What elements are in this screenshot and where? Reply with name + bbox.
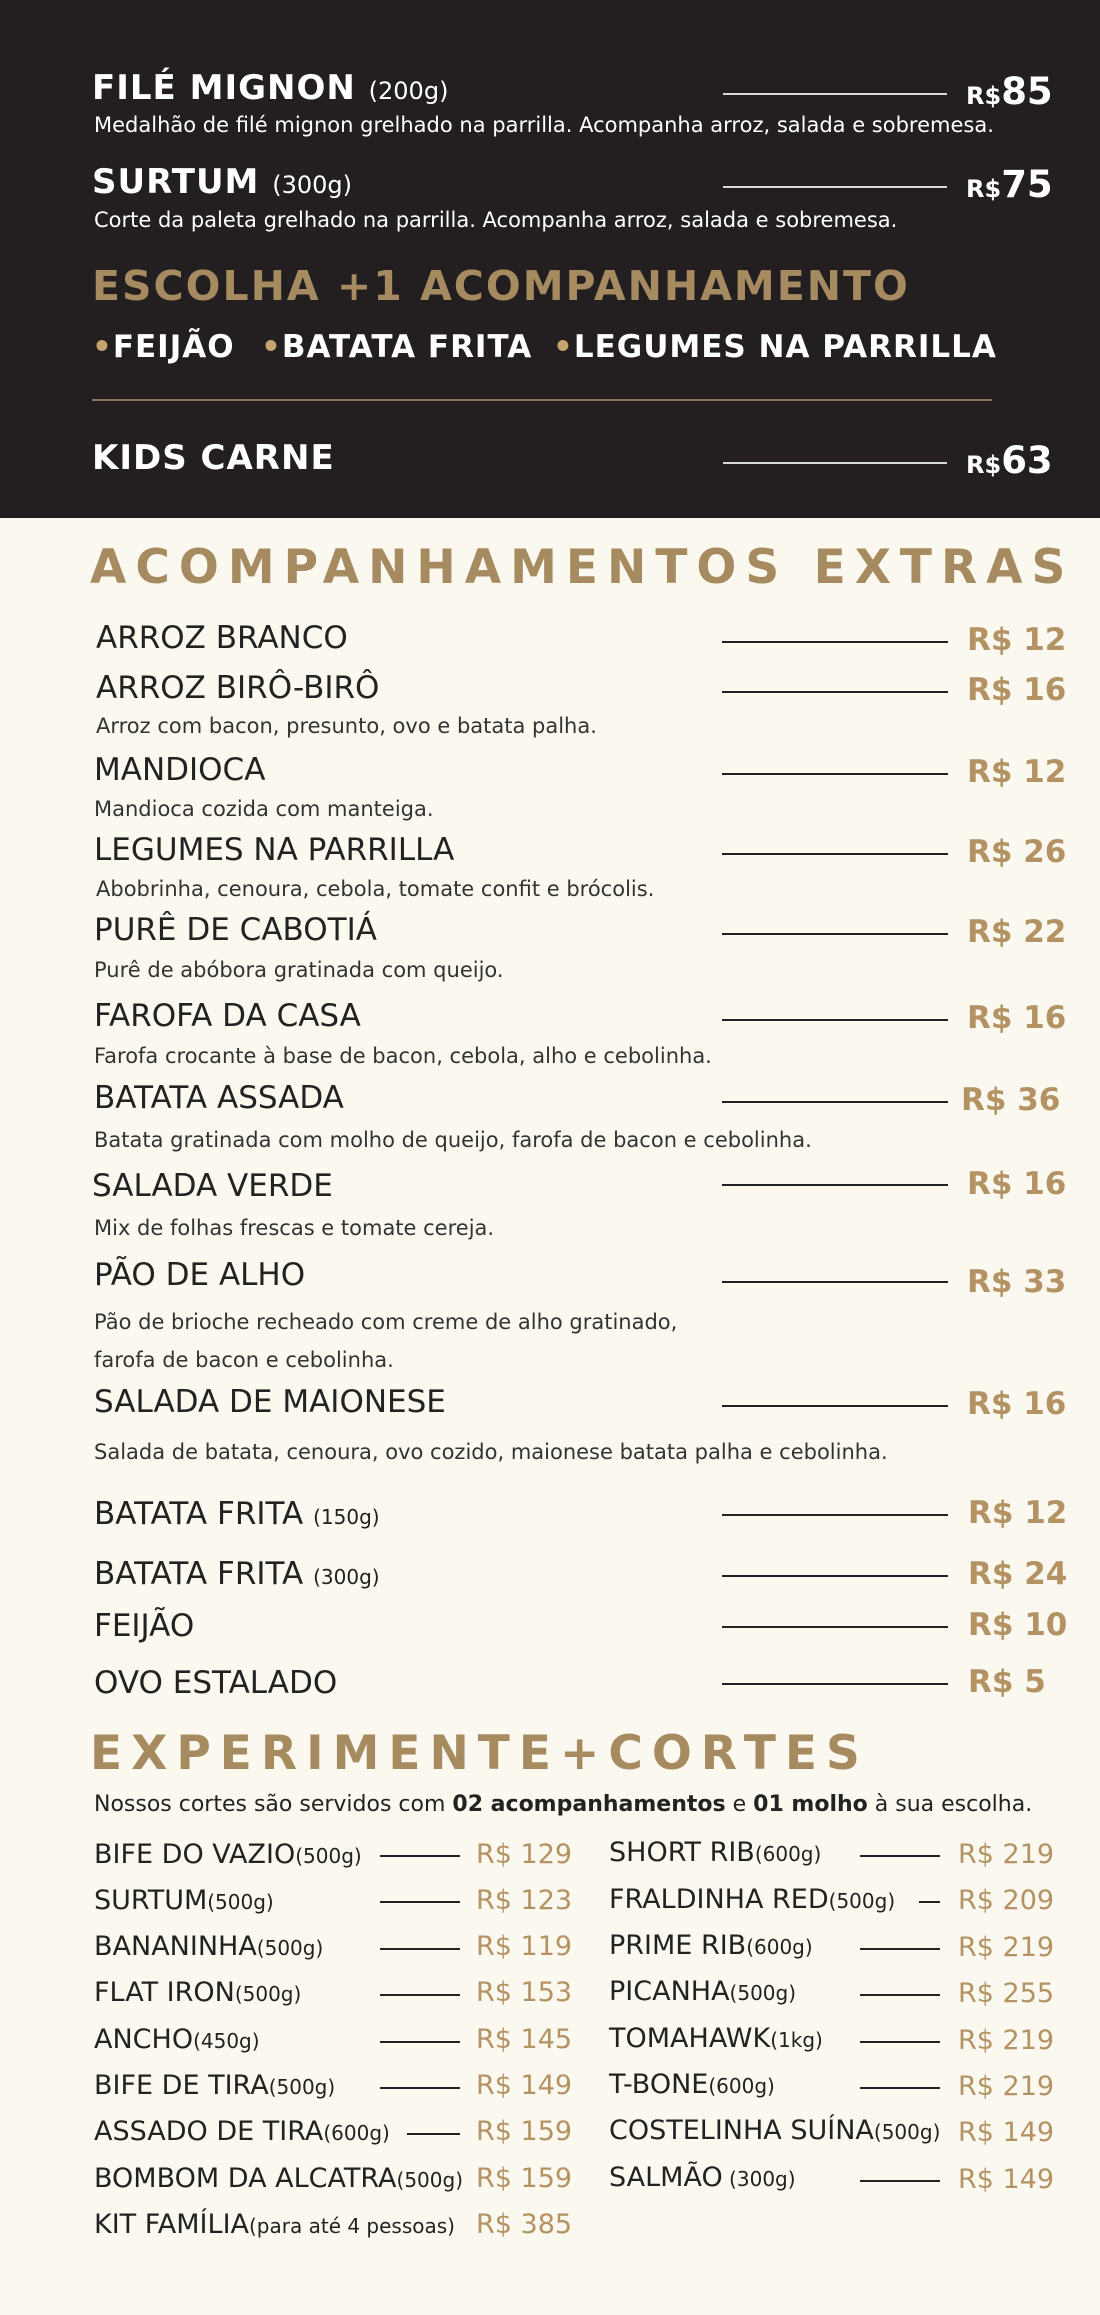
price-leader-line	[407, 2133, 460, 2135]
side-option: •BATATA FRITA	[261, 329, 533, 365]
cut-weight: (500g)	[207, 1890, 274, 1914]
cut-weight: (500g)	[295, 1844, 362, 1868]
cut-price: R$ 153	[476, 1977, 573, 2008]
price-leader-line	[723, 93, 947, 95]
extra-item-price: R$ 5	[968, 1664, 1046, 1700]
price-leader-line	[722, 1281, 948, 1283]
dish-price: R$75	[966, 163, 1053, 206]
extra-item-price: R$ 22	[967, 914, 1067, 950]
dish-name: FILÉ MIGNON (200g)	[92, 68, 449, 108]
cut-price: R$ 219	[958, 1932, 1055, 1963]
price-leader-line	[722, 933, 948, 935]
dish-description: Medalhão de filé mignon grelhado na parrilla. Acompanha arroz, salada e sobremesa.	[94, 113, 994, 137]
cut-price: R$ 119	[476, 1931, 573, 1962]
cut-name: FRALDINHA RED(500g)	[609, 1884, 896, 1915]
cut-weight: (600g)	[754, 1842, 822, 1866]
cut-name: PICANHA(500g)	[609, 1976, 797, 2007]
extra-item-description: Pão de brioche recheado com creme de alho gratinado,	[94, 1310, 678, 1334]
extra-item-weight: (150g)	[313, 1505, 380, 1529]
cut-name: PRIME RIB(600g)	[609, 1930, 813, 1961]
price-leader-line	[722, 1683, 948, 1685]
extra-item-name: LEGUMES NA PARRILLA	[94, 832, 455, 868]
price-leader-line	[380, 2041, 460, 2043]
extra-item-name: BATATA FRITA (150g)	[94, 1496, 380, 1532]
cut-name: KIT FAMÍLIA(para até 4 pessoas)	[94, 2209, 455, 2240]
extra-item-name: SALADA VERDE	[92, 1168, 333, 1204]
cut-weight: (500g)	[729, 1981, 797, 2005]
extra-item-name: MANDIOCA	[94, 752, 266, 788]
cut-price: R$ 159	[476, 2163, 573, 2194]
extra-item-name: ARROZ BIRÔ-BIRÔ	[96, 670, 380, 706]
cut-name: BIFE DO VAZIO(500g)	[94, 1839, 362, 1870]
extra-item-name: BATATA FRITA (300g)	[94, 1556, 380, 1592]
price-leader-line	[722, 1019, 948, 1021]
main-dishes-section	[0, 0, 1100, 518]
cut-weight: (300g)	[722, 2167, 796, 2191]
price-leader-line	[380, 1901, 460, 1903]
cut-weight: (500g)	[268, 2075, 336, 2099]
extra-item-price: R$ 10	[968, 1607, 1068, 1643]
extra-item-name: FEIJÃO	[94, 1608, 195, 1644]
cut-price: R$ 219	[958, 2071, 1055, 2102]
extra-item-name: PÃO DE ALHO	[94, 1257, 306, 1293]
extra-item-name: ARROZ BRANCO	[96, 620, 348, 656]
extra-item-price: R$ 16	[967, 1166, 1067, 1202]
cut-name: T-BONE(600g)	[609, 2069, 775, 2100]
extra-item-description: Salada de batata, cenoura, ovo cozido, maionese batata palha e cebolinha.	[94, 1440, 888, 1464]
extra-item-price: R$ 12	[968, 1495, 1068, 1531]
price-leader-line	[722, 1626, 948, 1628]
extra-item-price: R$ 24	[968, 1556, 1068, 1592]
cut-weight: (1kg)	[770, 2028, 823, 2052]
cut-name: ANCHO(450g)	[94, 2024, 260, 2055]
section-divider	[92, 399, 992, 401]
extra-item-description: Purê de abóbora gratinada com queijo.	[94, 958, 504, 982]
dish-weight: (200g)	[368, 77, 449, 105]
extra-item-price: R$ 33	[967, 1264, 1067, 1300]
cuts-title: EXPERIMENTE+CORTES	[90, 1726, 869, 1781]
cut-price: R$ 149	[958, 2164, 1055, 2195]
extra-item-description: Mandioca cozida com manteiga.	[94, 797, 434, 821]
side-option: •LEGUMES NA PARRILLA	[553, 329, 997, 365]
price-leader-line	[722, 641, 948, 643]
extras-title: ACOMPANHAMENTOS EXTRAS	[90, 540, 1075, 595]
cut-weight: (500g)	[396, 2168, 463, 2192]
extra-item-price: R$ 26	[967, 834, 1067, 870]
cut-price: R$ 385	[476, 2209, 573, 2240]
dish-price: R$85	[966, 70, 1053, 113]
cut-name: ASSADO DE TIRA(600g)	[94, 2116, 390, 2147]
cut-price: R$ 159	[476, 2116, 573, 2147]
extra-item-weight: (300g)	[313, 1565, 380, 1589]
extra-item-price: R$ 36	[961, 1082, 1061, 1118]
price-leader-line	[722, 1514, 948, 1516]
cut-weight: (600g)	[708, 2074, 775, 2098]
price-leader-line	[860, 2087, 940, 2089]
extra-item-price: R$ 12	[967, 754, 1067, 790]
cut-weight: (600g)	[323, 2121, 390, 2145]
extra-item-description: Arroz com bacon, presunto, ovo e batata palha.	[96, 714, 597, 738]
price-leader-line	[919, 1901, 940, 1903]
extra-item-price: R$ 16	[967, 672, 1067, 708]
price-leader-line	[723, 462, 947, 464]
extra-item-description: Farofa crocante à base de bacon, cebola, alho e cebolinha.	[94, 1044, 712, 1068]
cut-price: R$ 145	[476, 2024, 573, 2055]
extra-item-name: PURÊ DE CABOTIÁ	[94, 912, 377, 948]
cut-weight: (500g)	[256, 1936, 324, 1960]
cut-price: R$ 123	[476, 1885, 573, 1916]
dish-description: Corte da paleta grelhado na parrilla. Acompanha arroz, salada e sobremesa.	[94, 208, 898, 232]
cut-weight: (para até 4 pessoas)	[249, 2214, 455, 2238]
dish-weight: (300g)	[272, 171, 353, 199]
price-leader-line	[860, 1948, 940, 1950]
extra-item-name: OVO ESTALADO	[94, 1665, 338, 1701]
choose-side-title: ESCOLHA +1 ACOMPANHAMENTO	[92, 262, 910, 310]
cut-name: SHORT RIB(600g)	[609, 1837, 822, 1868]
extra-item-name: BATATA ASSADA	[94, 1080, 344, 1116]
price-leader-line	[723, 186, 947, 188]
cut-price: R$ 219	[958, 1839, 1055, 1870]
price-leader-line	[860, 2180, 940, 2182]
extra-item-description: Abobrinha, cenoura, cebola, tomate confit e brócolis.	[96, 877, 655, 901]
price-leader-line	[380, 1994, 460, 1996]
price-leader-line	[380, 1948, 460, 1950]
cut-name: FLAT IRON(500g)	[94, 1977, 302, 2008]
cut-name: BIFE DE TIRA(500g)	[94, 2070, 336, 2101]
cut-name: BOMBOM DA ALCATRA(500g)	[94, 2163, 463, 2194]
price-leader-line	[722, 1184, 948, 1186]
cut-name: SURTUM(500g)	[94, 1885, 274, 1916]
cut-name: BANANINHA(500g)	[94, 1931, 324, 1962]
cut-weight: (500g)	[234, 1982, 302, 2006]
cuts-intro: Nossos cortes são servidos com 02 acompanhamentos e 01 molho à sua escolha.	[94, 1792, 1033, 1817]
price-leader-line	[860, 1994, 940, 1996]
cut-name: COSTELINHA SUÍNA(500g)	[609, 2115, 941, 2146]
price-leader-line	[722, 853, 948, 855]
price-leader-line	[722, 1405, 948, 1407]
cut-weight: (500g)	[873, 2120, 941, 2144]
cut-price: R$ 255	[958, 1978, 1055, 2009]
extra-item-name: FAROFA DA CASA	[94, 998, 361, 1034]
cut-weight: (600g)	[746, 1935, 813, 1959]
price-leader-line	[722, 773, 948, 775]
cut-weight: (500g)	[828, 1889, 896, 1913]
price-leader-line	[860, 2041, 940, 2043]
cut-price: R$ 209	[958, 1885, 1055, 1916]
cut-price: R$ 219	[958, 2025, 1055, 2056]
extra-item-description: farofa de bacon e cebolinha.	[94, 1348, 394, 1372]
cut-price: R$ 149	[476, 2070, 573, 2101]
price-leader-line	[380, 1855, 460, 1857]
dish-name: SURTUM (300g)	[92, 162, 353, 202]
dish-price: R$63	[966, 439, 1053, 482]
extra-item-description: Batata gratinada com molho de queijo, farofa de bacon e cebolinha.	[94, 1128, 812, 1152]
extra-item-description: Mix de folhas frescas e tomate cereja.	[94, 1216, 495, 1240]
price-leader-line	[722, 1575, 948, 1577]
cut-name: TOMAHAWK(1kg)	[609, 2023, 823, 2054]
extra-item-price: R$ 16	[967, 1000, 1067, 1036]
price-leader-line	[722, 1101, 948, 1103]
extra-item-price: R$ 12	[967, 622, 1067, 658]
price-leader-line	[380, 2087, 460, 2089]
dish-name: KIDS CARNE	[92, 438, 335, 478]
cut-weight: (450g)	[193, 2029, 260, 2053]
side-option: •FEIJÃO	[92, 329, 235, 365]
cut-price: R$ 129	[476, 1839, 573, 1870]
extra-item-price: R$ 16	[967, 1386, 1067, 1422]
price-leader-line	[722, 691, 948, 693]
price-leader-line	[860, 1855, 940, 1857]
cut-price: R$ 149	[958, 2117, 1055, 2148]
extra-item-name: SALADA DE MAIONESE	[94, 1384, 446, 1420]
cut-name: SALMÃO (300g)	[609, 2162, 796, 2193]
